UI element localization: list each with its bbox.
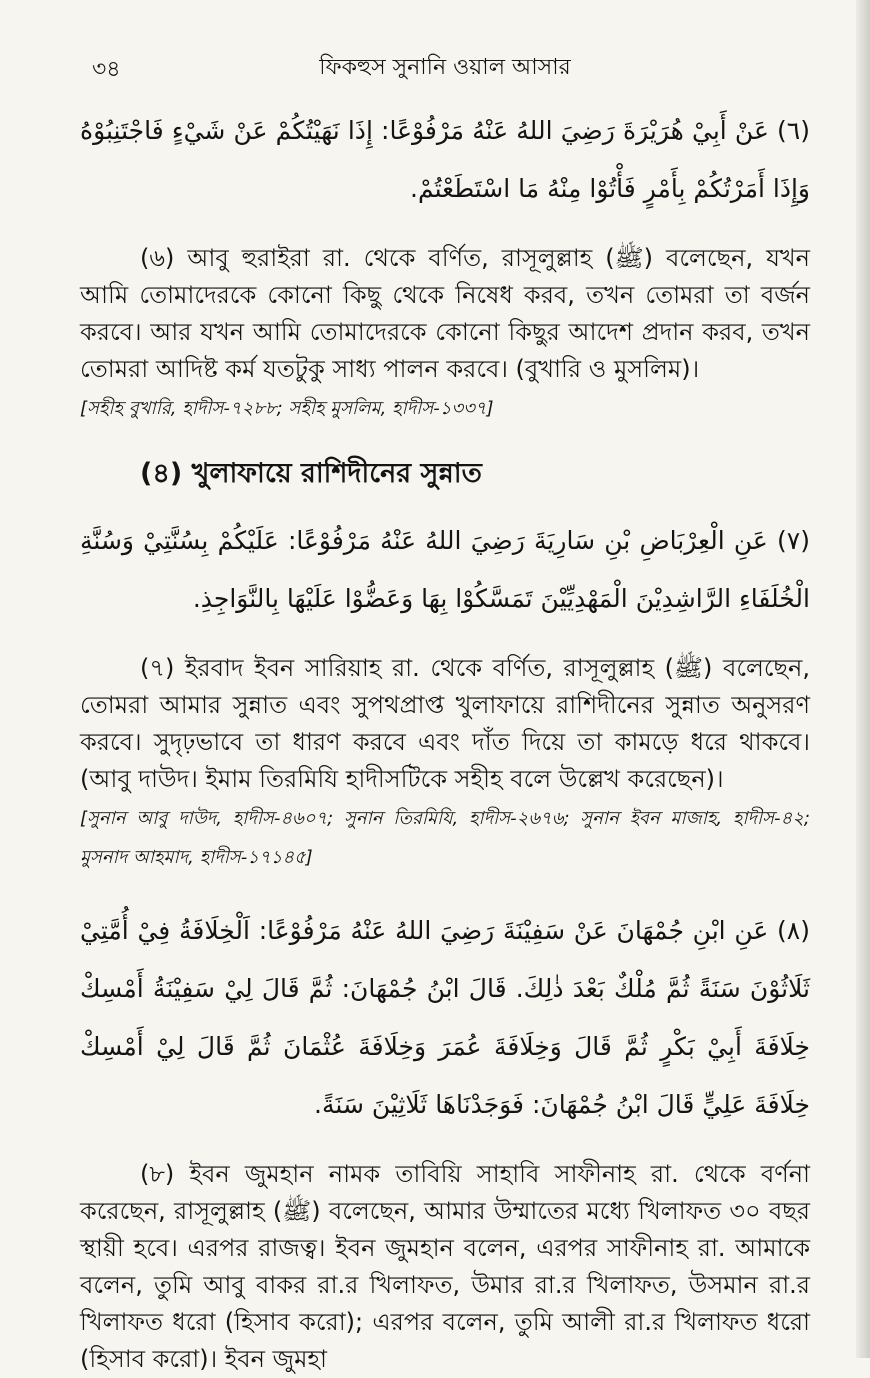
page-number: ৩৪ bbox=[92, 57, 121, 82]
hadith-7 bbox=[80, 512, 810, 876]
hadith-8-translation bbox=[80, 1156, 810, 1378]
running-title: ফিকহুস সুনানি ওয়াল আসার bbox=[319, 55, 571, 80]
hadith-7-reference: [সুনান আবু দাউদ, হাদীস-৪৬০৭; সুনান তিরমিযি, হাদীস-২৬৭৬; সুনান ইবন মাজাহ, হাদীস-৪২; মুসনাদ আহমাদ, হাদীস-১৭১৪৫] bbox=[80, 808, 810, 868]
section-heading: (৪) খুলাফায়ে রাশিদীনের সুন্নাত bbox=[140, 458, 482, 489]
hadith-7-bangla-text: (৭) ইরবাদ ইবন সারিয়াহ রা. থেকে বর্ণিত, রাসূলুল্লাহ (ﷺ) বলেছেন, তোমরা আমার সুন্নাত এবং সুপথপ্রাপ্ত খুলাফায়ে রাশিদীনের সুন্নাত অনুসরণ করবে। সুদৃঢ়ভাবে তা ধারণ করবে এবং দাঁত দিয়ে তা কামড়ে ধরে থাকবে। (আবু দাউদ। ইমাম তিরমিযি হাদীসটিকে সহীহ বলে উল্লেখ করেছেন)। bbox=[80, 654, 810, 793]
hadith-6-reference: [সহীহ বুখারি, হাদীস-৭২৮৮; সহীহ মুসলিম, হাদীস-১৩৩৭] bbox=[80, 398, 494, 419]
hadith-6-translation bbox=[80, 240, 810, 427]
page-spine-shadow bbox=[856, 0, 870, 1358]
hadith-7-arabic: (٧) عَنِ الْعِرْبَاضِ بْنِ سَارِيَةَ رَضِيَ اللهُ عَنْهُ مَرْفُوْعًا: عَلَيْكُمْ بِسُنَّتِيْ وَسُنَّةِ الْخُلَفَاءِ الرَّاشِدِيْنَ الْمَهْدِيِّيْنَ تَمَسَّكُوْا بِهَا وَعَضُّوْا عَلَيْهَا بِالنَّوَاجِذِ. bbox=[80, 526, 810, 613]
hadith-8-arabic: (٨) عَنِ ابْنِ جُمْهَانَ عَنْ سَفِيْنَةَ رَضِيَ اللهُ عَنْهُ مَرْفُوْعًا: اَلْخِلَافَةُ فِيْ أُمَّتِيْ ثَلَاثُوْنَ سَنَةً ثُمَّ مُلْكٌ بَعْدَ ذٰلِكَ. قَالَ ابْنُ جُمْهَانَ: ثُمَّ قَالَ لِيْ سَفِيْنَةُ أَمْسِكْ خِلَافَةَ أَبِيْ بَكْرٍ ثُمَّ قَالَ وَخِلَافَةَ عُمَرَ وَخِلَافَةَ عُثْمَانَ ثُمَّ قَالَ لِيْ أَمْسِكْ خِلَافَةَ عَلِيٍّ قَالَ ابْنُ جُمْهَانَ: فَوَجَدْنَاهَا ثَلَاثِيْنَ سَنَةً. bbox=[80, 916, 810, 1119]
hadith-7-translation bbox=[80, 650, 810, 876]
hadith-6 bbox=[80, 102, 810, 427]
hadith-8 bbox=[80, 902, 810, 1378]
hadith-6-arabic: (٦) عَنْ أَبِيْ هُرَيْرَةَ رَضِيَ اللهُ عَنْهُ مَرْفُوْعًا: إِذَا نَهَيْتُكُمْ عَنْ شَيْءٍ فَاجْتَنِبُوْهُ وَإِذَا أَمَرْتُكُمْ بِأَمْرٍ فَأْتُوْا مِنْهُ مَا اسْتَطَعْتُمْ. bbox=[80, 116, 810, 203]
page-header bbox=[80, 46, 810, 88]
hadith-6-bangla-text: (৬) আবু হুরাইরা রা. থেকে বর্ণিত, রাসূলুল্লাহ (ﷺ) বলেছেন, যখন আমি তোমাদেরকে কোনো কিছু থেকে নিষেধ করব, তখন তোমরা তা বর্জন করবে। আর যখন আমি তোমাদেরকে কোনো কিছুর আদেশ প্রদান করব, তখন তোমরা আদিষ্ট কর্ম যতটুকু সাধ্য পালন করবে। (বুখারি ও মুসলিম)। bbox=[80, 244, 810, 383]
hadith-8-bangla-text: (৮) ইবন জুমহান নামক তাবিয়ি সাহাবি সাফীনাহ রা. থেকে বর্ণনা করেছেন, রাসূলুল্লাহ (ﷺ) বলেছেন, আমার উম্মাতের মধ্যে খিলাফত ৩০ বছর স্থায়ী হবে। এরপর রাজত্ব। ইবন জুমহান বলেন, এরপর সাফীনাহ রা. আমাকে বলেন, তুমি আবু বাকর রা.র খিলাফত, উমার রা.র খিলাফত, উসমান রা.র খিলাফত ধরো (হিসাব করো); এরপর বলেন, তুমি আলী রা.র খিলাফত ধরো (হিসাব করো)। ইবন জুমহা bbox=[80, 1160, 810, 1373]
